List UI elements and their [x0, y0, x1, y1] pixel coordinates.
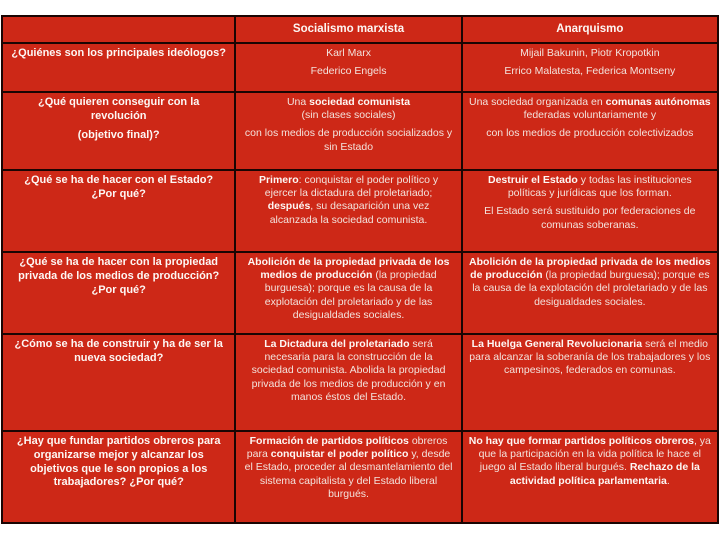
header-anarquismo: Anarquismo: [462, 16, 718, 43]
header-socialismo-marxista: Socialismo marxista: [235, 16, 461, 43]
marxism-propiedad: Abolición de la propiedad privada de los medios de producción (la propiedad burguesa); porque es la causa de la explotación del proletariado y de las desigualdades sociales.: [235, 252, 461, 334]
anarchism-ideologos: Mijail Bakunin, Piotr Kropotkin Errico Malatesta, Federica Montseny: [462, 43, 718, 92]
marxism-ideologos: Karl Marx Federico Engels: [235, 43, 461, 92]
row-estado: [2, 170, 718, 255]
comparison-table-top: [1, 15, 719, 256]
marxism-nueva-sociedad: La Dictadura del proletariado será necesaria para la construcción de la sociedad comunista. Abolida la propiedad privada de los medios de producción y en manos éstos del Estado.: [235, 334, 461, 431]
question-partidos: ¿Hay que fundar partidos obreros para organizarse mejor y alcanzar los objetivos que le son propios a los trabajadores? ¿Por qué?: [2, 431, 235, 523]
comparison-table-bottom: [1, 251, 719, 524]
marxism-revolucion: Una sociedad comunista (sin clases sociales) con los medios de producción socializados y sin Estado: [235, 92, 461, 170]
anarchism-estado: Destruir el Estado y todas las instituciones políticas y jurídicas que los forman. El Estado será sustituido por federaciones de comunas soberanas.: [462, 170, 718, 255]
question-propiedad: ¿Qué se ha de hacer con la propiedad privada de los medios de producción? ¿Por qué?: [2, 252, 235, 334]
marxism-partidos: Formación de partidos políticos obreros para conquistar el poder político y, desde el Estado, proceder al desmantelamiento del sistema capitalista y del Estado liberal burgués.: [235, 431, 461, 523]
row-revolucion: [2, 92, 718, 170]
question-revolucion: ¿Qué quieren conseguir con la revolución (objetivo final)?: [2, 92, 235, 170]
row-partidos: [2, 431, 718, 523]
row-nueva-sociedad: [2, 334, 718, 431]
header-row: [2, 16, 718, 43]
row-ideologos: [2, 43, 718, 92]
question-nueva-sociedad: ¿Cómo se ha de construir y ha de ser la nueva sociedad?: [2, 334, 235, 431]
anarchism-partidos: No hay que formar partidos políticos obreros, ya que la participación en la vida política le hace el juego al Estado liberal burgués. Rechazo de la actividad política parlamentaria.: [462, 431, 718, 523]
anarchism-propiedad: Abolición de la propiedad privada de los medios de producción (la propiedad burguesa); porque es la causa de la explotación del proletariado y de las desigualdades sociales.: [462, 252, 718, 334]
anarchism-nueva-sociedad: La Huelga General Revolucionaria será el medio para alcanzar la soberanía de los trabajadores y los campesinos, federados en comunas.: [462, 334, 718, 431]
question-ideologos: ¿Quiénes son los principales ideólogos?: [2, 43, 235, 92]
row-propiedad: [2, 252, 718, 334]
question-estado: ¿Qué se ha de hacer con el Estado? ¿Por qué?: [2, 170, 235, 255]
anarchism-revolucion: Una sociedad organizada en comunas autónomas federadas voluntariamente y con los medios de producción colectivizados: [462, 92, 718, 170]
marxism-estado: Primero: conquistar el poder político y ejercer la dictadura del proletariado; después, su desaparición una vez alcanzada la sociedad comunista.: [235, 170, 461, 255]
header-empty-cell: [2, 16, 235, 43]
